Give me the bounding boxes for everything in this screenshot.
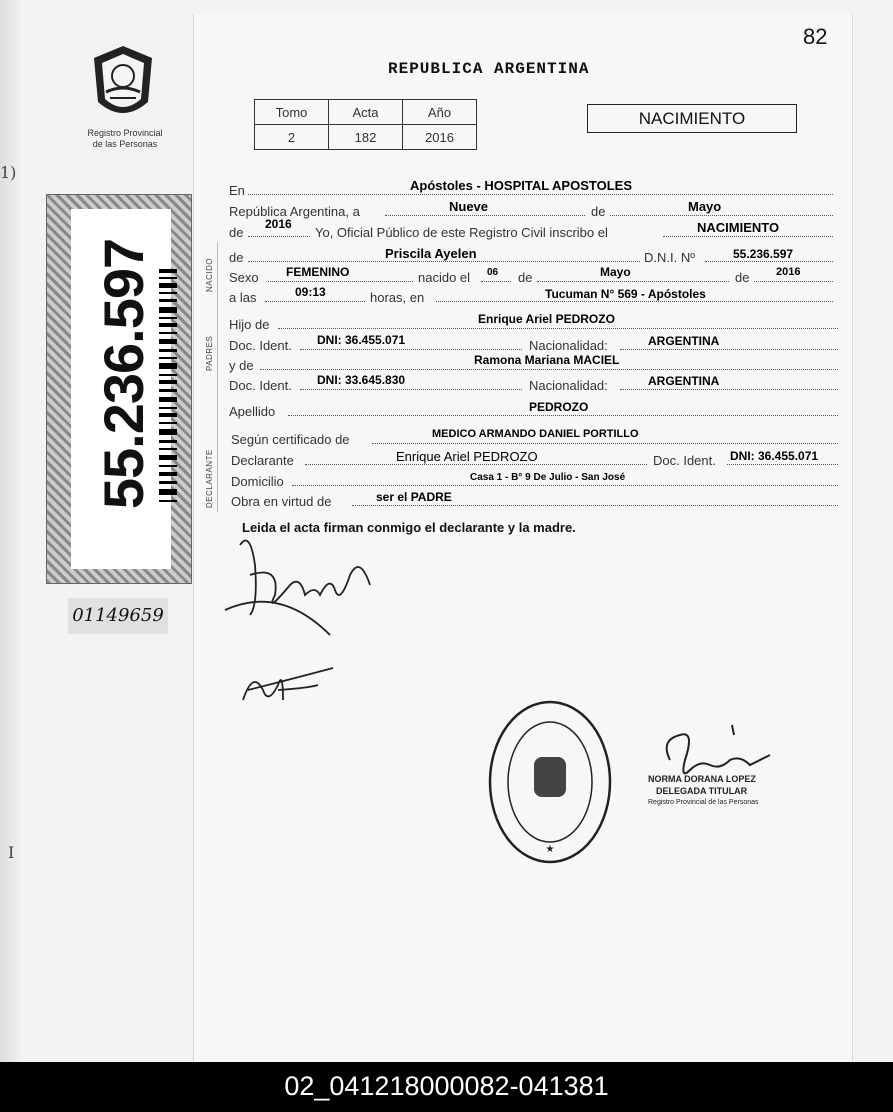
birth-place-value: Tucuman N° 569 - Apóstoles [545, 287, 706, 301]
en-label: En [229, 183, 245, 198]
section-label-nacido: NACIDO [205, 257, 214, 292]
official-name: NORMA DORANA LOPEZ [648, 774, 756, 784]
dotted-line [663, 236, 833, 237]
decl-label: Declarante [231, 453, 294, 468]
year-value: 2016 [265, 217, 292, 231]
logo-caption-line2: de las Personas [92, 139, 158, 149]
sex-value: FEMENINO [286, 265, 350, 279]
obra-label: Obra en virtud de [231, 494, 332, 509]
table-value-tomo: 2 [255, 125, 329, 150]
official-round-stamp [486, 697, 614, 867]
section-label-declarante: DECLARANTE [205, 449, 214, 508]
dotted-line [620, 389, 838, 390]
doc1-label: Doc. Ident. [229, 338, 292, 353]
dotted-line [620, 349, 838, 350]
inscribo-value: NACIMIENTO [697, 220, 780, 235]
official-title: DELEGADA TITULAR [656, 786, 748, 796]
nac1-label: Nacionalidad: [529, 338, 608, 353]
anio-label: de [229, 225, 244, 240]
republica-label: República Argentina, a [229, 204, 360, 219]
dotted-line [537, 281, 729, 282]
certifier-value: MEDICO ARMANDO DANIEL PORTILLO [432, 428, 639, 440]
table-header-acta: Acta [329, 100, 403, 125]
horas-label: horas, en [370, 290, 425, 305]
birth-year-value: 2016 [776, 266, 801, 278]
margin-mark-bottom: I [8, 843, 15, 862]
yde-label: y de [229, 358, 254, 373]
dotted-line [260, 369, 838, 370]
dotted-line [352, 505, 838, 506]
dotted-line [385, 215, 585, 216]
de-label: de [591, 204, 606, 219]
sexo-label: Sexo [229, 270, 259, 285]
place-value: Apóstoles - HOSPITAL APOSTOLES [410, 178, 632, 193]
dotted-line [754, 281, 833, 282]
address-value: Casa 1 - B° 9 De Julio - San José [470, 472, 626, 483]
section-label-padres: PADRES [205, 335, 214, 371]
logo-caption [70, 128, 180, 150]
dotted-line [292, 485, 838, 486]
month-value: Mayo [688, 199, 722, 214]
birth-time-value: 09:13 [295, 285, 326, 299]
official-office: Registro Provincial de las Personas [648, 799, 759, 806]
dni-value: 55.236.597 [733, 247, 794, 261]
declarant-name-value: Enrique Ariel PEDROZO [396, 449, 538, 464]
relationship-value: ser el PADRE [376, 490, 452, 504]
dni-barcode-card [46, 194, 192, 584]
nacido-anio-label: de [735, 270, 750, 285]
birth-month-value: Mayo [600, 265, 631, 279]
binding-edge [0, 0, 22, 1062]
act-type-box: NACIMIENTO [587, 104, 797, 133]
father-name-value: Enrique Ariel PEDROZO [478, 312, 615, 326]
father-doc-value: DNI: 36.455.071 [317, 333, 406, 347]
dotted-line [705, 261, 833, 262]
dom-label: Domicilio [231, 474, 284, 489]
dotted-line [268, 281, 413, 282]
serial-number: 01149659 [68, 598, 168, 634]
dotted-line [288, 415, 838, 416]
official-signature-block [648, 773, 759, 809]
declarant-signature [220, 525, 380, 645]
hijo-label: Hijo de [229, 317, 270, 332]
table-header-anio: Año [403, 100, 477, 125]
nacido-label: nacido el [418, 270, 471, 285]
dotted-line [278, 328, 838, 329]
misiones-coat-of-arms [88, 44, 158, 126]
register-table-header [255, 100, 477, 125]
oficial-text: Yo, Oficial Público de este Registro Civil inscribo el [315, 225, 608, 240]
dotted-line [481, 281, 511, 282]
table-value-anio: 2016 [403, 125, 477, 150]
birth-day-value: 06 [487, 267, 499, 278]
dotted-line [265, 301, 365, 302]
cert-label: Según certificado de [231, 432, 350, 447]
dotted-line [248, 261, 640, 262]
section-divider [217, 242, 218, 512]
svg-text:★: ★ [545, 844, 555, 855]
page-number: 82 [803, 24, 828, 49]
apellido-label: Apellido [229, 404, 276, 419]
nac2-label: Nacionalidad: [529, 378, 608, 393]
mother-name-value: Ramona Mariana MACIEL [474, 353, 620, 367]
dotted-line [436, 301, 833, 302]
barcode-bars [159, 269, 177, 509]
document-title: REPUBLICA ARGENTINA [388, 60, 590, 78]
mother-nationality-value: ARGENTINA [648, 374, 720, 388]
dotted-line [300, 389, 522, 390]
table-header-tomo: Tomo [255, 100, 329, 125]
declarant-doc-value: DNI: 36.455.071 [730, 449, 819, 463]
nacido-de-label: de [518, 270, 533, 285]
dni-label: D.N.I. Nº [644, 250, 695, 265]
document-id-footer: 02_041218000082-041381 [0, 1062, 893, 1112]
dni-number-vertical: 55.236.597 [92, 238, 155, 510]
dotted-line [372, 443, 838, 444]
register-table [254, 99, 477, 150]
logo-caption-line1: Registro Provincial [87, 128, 163, 138]
dotted-line [248, 194, 833, 195]
dotted-line [300, 349, 522, 350]
closing-statement: Leida el acta firman conmigo el declarante y la madre. [242, 520, 576, 535]
dotted-line [727, 464, 838, 465]
mother-doc-value: DNI: 33.645.830 [317, 373, 406, 387]
dotted-line [610, 215, 833, 216]
child-name-value: Priscila Ayelen [385, 246, 477, 261]
register-table-values [255, 125, 477, 150]
mother-signature [238, 660, 348, 710]
table-value-acta: 182 [329, 125, 403, 150]
decl-doc-label: Doc. Ident. [653, 453, 716, 468]
dotted-line [305, 464, 647, 465]
surname-value: PEDROZO [529, 400, 589, 414]
dotted-line [248, 236, 310, 237]
hora-label: a las [229, 290, 257, 305]
father-nationality-value: ARGENTINA [648, 334, 720, 348]
nombre-label: de [229, 250, 244, 265]
doc2-label: Doc. Ident. [229, 378, 292, 393]
barcode-panel [71, 209, 171, 569]
day-value: Nueve [449, 199, 489, 214]
margin-mark-top: 1) [0, 163, 17, 182]
